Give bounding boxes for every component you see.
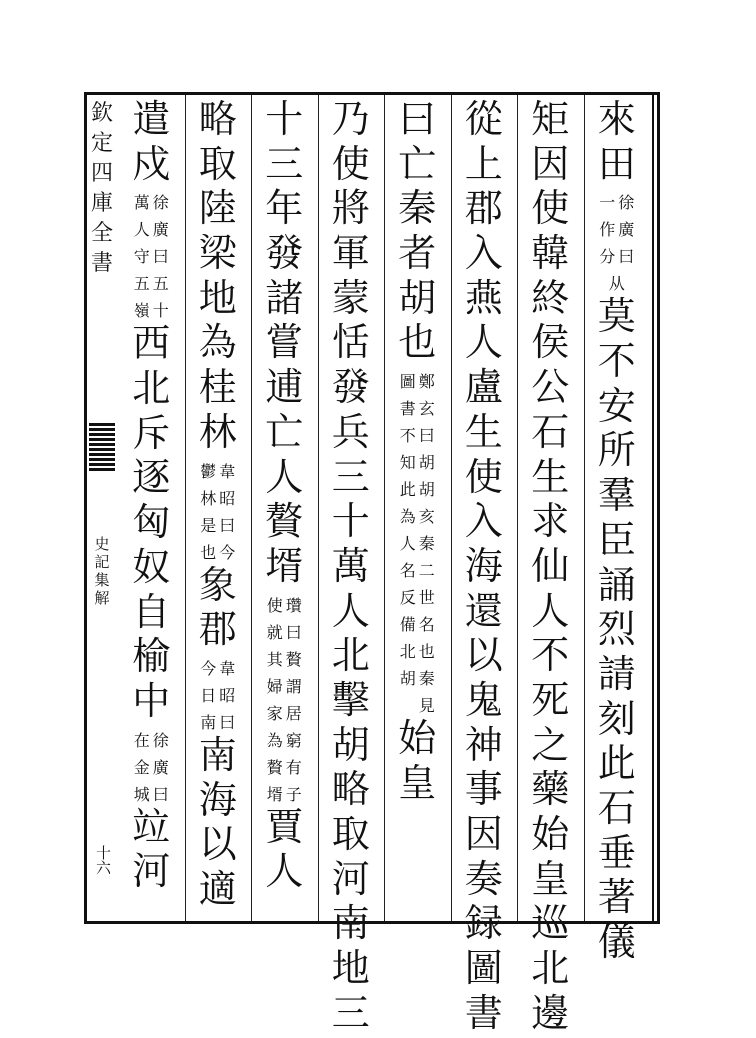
column-rule <box>318 95 319 921</box>
column-rule <box>451 95 452 921</box>
commentary-note: 在 金 城 徐 廣 曰 <box>133 730 169 804</box>
text-column <box>251 97 318 916</box>
main-text: 始 皇 <box>398 716 437 805</box>
main-text: 遣 戍 <box>132 97 171 186</box>
main-text: 曰 亡 秦 者 胡 也 <box>398 97 437 365</box>
column-rule <box>584 95 585 921</box>
main-text: 十 三 年 發 諸 嘗 逋 亡 人 贅 壻 <box>265 97 304 588</box>
commentary-note: 鬱 林 是 也 韋 昭 曰 今 <box>200 461 236 562</box>
text-column <box>118 97 185 916</box>
column-rule <box>384 95 385 921</box>
text-column <box>185 97 252 916</box>
commentary-note: 圖 書 不 知 此 為 人 名 反 備 北 胡 鄭 玄 曰 胡 胡 亥 秦 二 世 名 也 秦 見 <box>399 372 435 716</box>
margin-section-title <box>91 537 113 609</box>
margin-title-char: 四 <box>90 161 113 186</box>
commentary-note: 使 就 其 婦 家 為 贅 壻 瓚 曰 贅 謂 居 窮 有 子 <box>266 595 302 804</box>
commentary-note: 萬 人 守 五 嶺 徐 廣 曰 五 十 <box>133 193 169 321</box>
commentary-note: 今 日 南 韋 昭 曰 <box>200 658 236 732</box>
text-column <box>517 97 584 1035</box>
text-column <box>318 97 385 1035</box>
main-text: 從 上 郡 入 燕 人 盧 生 使 入 海 還 以 鬼 神 事 因 奏 録 圖 書 <box>464 97 503 1035</box>
margin-title-char: 庫 <box>90 191 113 216</box>
column-rule <box>251 95 252 921</box>
main-text: 南 海 以 適 <box>198 732 237 911</box>
margin-section-char: 集 <box>94 571 110 589</box>
text-column <box>451 97 518 1035</box>
main-text: 來 田 <box>597 97 636 186</box>
text-column <box>384 97 451 916</box>
margin-title-char: 定 <box>90 131 113 156</box>
main-text: 乃 使 將 軍 蒙 恬 發 兵 三 十 萬 人 北 擊 胡 略 取 河 南 地 三 <box>331 97 370 1035</box>
margin-column <box>87 95 116 921</box>
main-text: 略 取 陸 梁 地 為 桂 林 <box>198 97 237 454</box>
main-text: 西 北 斥 逐 匈 奴 自 榆 中 <box>132 321 171 723</box>
margin-section-char: 記 <box>94 553 110 571</box>
margin-section-char: 史 <box>94 535 110 553</box>
commentary-note: 从 <box>608 274 625 294</box>
frame-right-border <box>652 92 660 924</box>
main-text: 矩 因 使 韓 終 侯 公 石 生 求 仙 人 不 死 之 藥 始 皇 巡 北 邊 <box>531 97 570 1035</box>
margin-section-char: 解 <box>94 589 110 607</box>
column-rule <box>185 95 186 921</box>
commentary-note: 一 作 分 徐 廣 曰 <box>599 193 635 267</box>
margin-title-char: 書 <box>90 251 113 276</box>
text-column <box>584 97 651 964</box>
margin-page-number: 十六 <box>94 845 112 875</box>
main-text: 賈 人 <box>265 804 304 894</box>
margin-book-title <box>90 103 114 283</box>
main-text: 竝 河 <box>132 804 171 894</box>
main-text: 莫 不 安 所 羣 臣 誦 烈 請 刻 此 石 垂 著 儀 <box>597 294 636 964</box>
margin-title-char: 全 <box>90 221 113 246</box>
main-text: 象 郡 <box>198 562 237 652</box>
margin-title-char: 欽 <box>90 101 113 126</box>
fish-tail-mark <box>89 423 115 471</box>
column-rule <box>517 95 518 921</box>
